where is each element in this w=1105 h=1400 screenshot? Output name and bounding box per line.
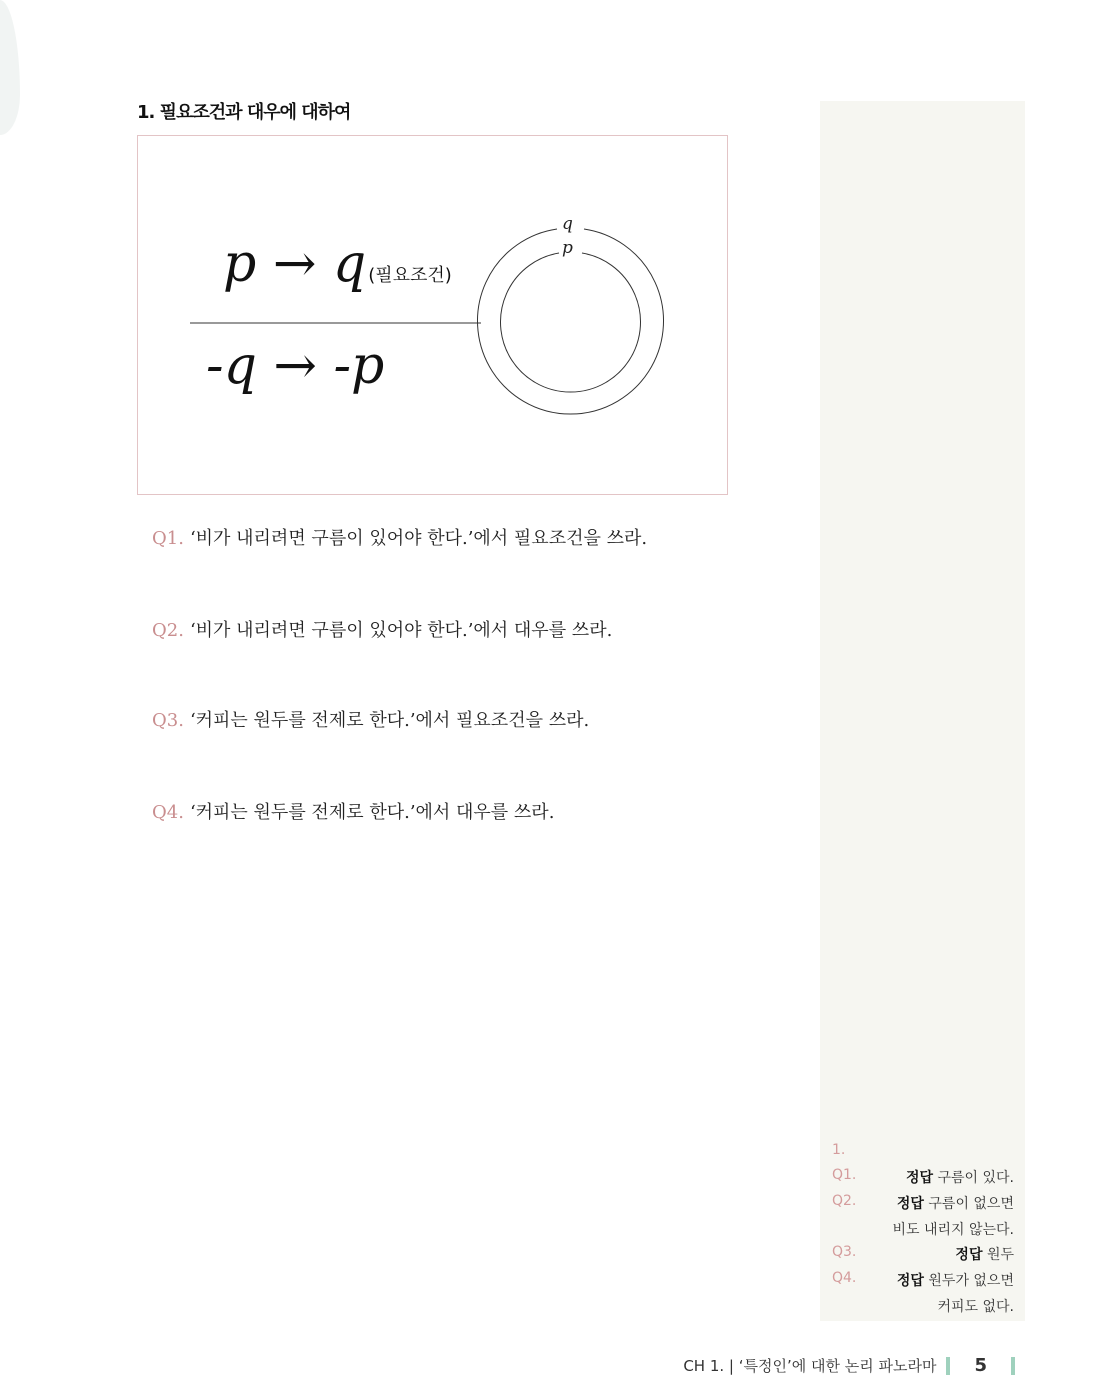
question-text: ‘비가 내리려면 구름이 있어야 한다.’에서 대우를 쓰라. <box>189 620 613 641</box>
formula1-text: p → q <box>223 234 367 294</box>
answer-label: 정답 <box>896 1273 924 1289</box>
question-text: ‘커피는 원두를 전제로 한다.’에서 대우를 쓰라. <box>189 802 555 823</box>
answer-num: Q4. <box>832 1270 857 1286</box>
question-4 <box>152 798 772 824</box>
inner-circle-p <box>501 253 641 392</box>
diagram-box <box>137 135 728 495</box>
answer-2 <box>832 1193 1014 1213</box>
answer-label: 정답 <box>896 1196 924 1212</box>
answer-text <box>955 1244 1014 1264</box>
page-footer <box>683 1355 1015 1376</box>
footer-bar <box>946 1357 950 1375</box>
answer-num: Q2. <box>832 1193 857 1209</box>
answer-2-cont <box>832 1219 1014 1239</box>
footer-bar <box>1011 1357 1015 1375</box>
answer-section-num: 1. <box>832 1142 846 1158</box>
outer-label: q <box>562 214 573 234</box>
answer-1 <box>832 1167 1014 1187</box>
question-1 <box>152 524 772 550</box>
formula-contrapositive: -q → -p <box>206 336 385 396</box>
formula-necessary <box>223 234 452 294</box>
answer-sidebar <box>820 101 1025 1321</box>
question-num: Q1. <box>152 528 184 549</box>
answer-num: Q1. <box>832 1167 857 1183</box>
question-3 <box>152 706 772 732</box>
chapter-title: CH 1. | ‘특정인’에 대한 논리 파노라마 <box>683 1357 937 1375</box>
question-num: Q3. <box>152 710 184 731</box>
answer-line: 원두가 없으면 <box>928 1273 1014 1289</box>
question-text: ‘비가 내리려면 구름이 있어야 한다.’에서 필요조건을 쓰라. <box>189 528 648 549</box>
page-number: 5 <box>974 1355 987 1376</box>
answer-3 <box>832 1244 1014 1264</box>
formula1-note: (필요조건) <box>368 265 452 286</box>
answer-text <box>897 1193 1014 1213</box>
answer-num: Q3. <box>832 1244 857 1260</box>
question-num: Q2. <box>152 620 184 641</box>
answer-section <box>832 1142 1014 1162</box>
answer-line: 커피도 없다. <box>937 1299 1014 1315</box>
answer-label: 정답 <box>905 1170 934 1186</box>
answer-line: 원두 <box>986 1247 1014 1263</box>
question-num: Q4. <box>152 802 184 823</box>
answer-4-cont <box>832 1296 1014 1316</box>
decorative-circle <box>0 0 20 135</box>
question-2 <box>152 616 772 642</box>
answer-line: 구름이 있다. <box>937 1170 1014 1186</box>
answer-4 <box>832 1270 1014 1290</box>
answer-text <box>897 1270 1014 1290</box>
section-title: 1. 필요조건과 대우에 대하여 <box>137 102 351 123</box>
answer-line: 구름이 없으면 <box>928 1196 1014 1212</box>
answer-line: 비도 내리지 않는다. <box>892 1222 1014 1238</box>
inner-label: p <box>562 238 573 258</box>
answer-label: 정답 <box>955 1247 983 1263</box>
answer-text <box>906 1167 1014 1187</box>
set-diagram <box>138 136 727 494</box>
question-text: ‘커피는 원두를 전제로 한다.’에서 필요조건을 쓰라. <box>189 710 590 731</box>
